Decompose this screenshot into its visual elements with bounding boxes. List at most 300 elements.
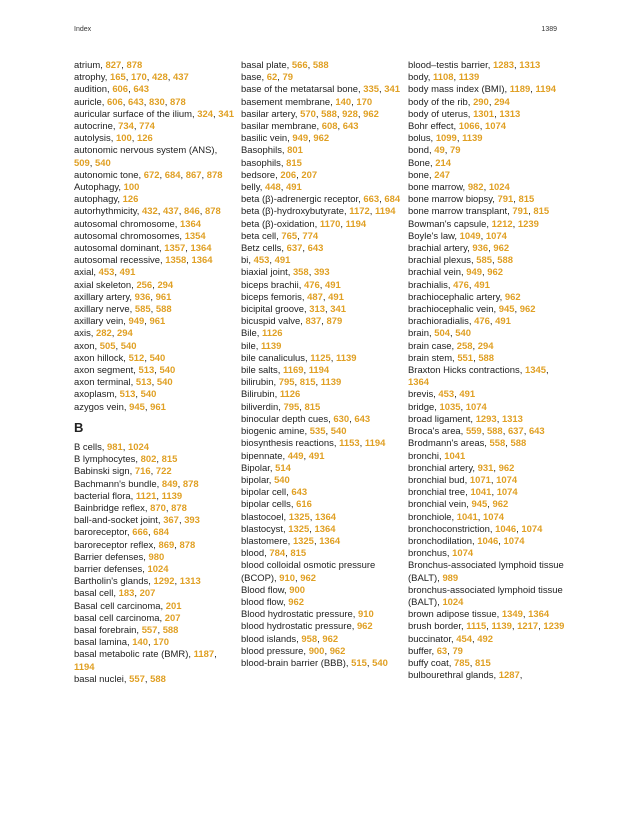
page-reference-link[interactable]: 1292 xyxy=(153,576,175,588)
index-term: Broca's area, xyxy=(408,426,466,438)
page-reference-link[interactable]: 1293 xyxy=(475,413,497,425)
page-reference-link[interactable]: 684 xyxy=(164,169,181,181)
page-reference-link[interactable]: 1364 xyxy=(179,218,201,230)
page-reference-link[interactable]: 290 xyxy=(473,96,489,108)
index-entry: beta (β)-hydroxybutyrate, 1172, 1194 xyxy=(241,206,396,218)
page-reference-link[interactable]: 207 xyxy=(139,588,156,600)
page-reference-link[interactable]: 551 xyxy=(457,352,474,364)
page-reference-link[interactable]: 1283 xyxy=(492,60,514,71)
page-reference-link[interactable]: 449 xyxy=(287,450,304,462)
index-entry: axon, 505, 540 xyxy=(74,340,137,352)
page-reference-link[interactable]: 588 xyxy=(478,352,495,364)
page-reference-link[interactable]: 206 xyxy=(280,169,297,181)
page-reference-link[interactable]: 722 xyxy=(155,466,172,478)
page-reference-link[interactable]: 1217 xyxy=(517,621,539,633)
page-reference-link[interactable]: 869 xyxy=(158,539,175,551)
page-reference-link[interactable]: 358 xyxy=(292,267,309,279)
page-reference-link[interactable]: 1357 xyxy=(164,243,186,255)
page-reference-link[interactable]: 827 xyxy=(105,60,122,71)
page-reference-link[interactable]: 684 xyxy=(153,527,169,539)
page-reference-link[interactable]: 1071 xyxy=(469,474,491,486)
page-reference-link[interactable]: 962 xyxy=(492,499,509,511)
page-reference-link[interactable]: 509 xyxy=(74,157,90,169)
page-reference-link[interactable]: 1287 xyxy=(498,670,520,682)
page-reference-link[interactable]: 1046 xyxy=(495,523,517,535)
page-reference-link[interactable]: 962 xyxy=(363,108,379,120)
page-reference-link[interactable]: 815 xyxy=(304,401,321,413)
index-term: bronchial vein, xyxy=(408,499,472,511)
page-reference-link[interactable]: 514 xyxy=(275,462,291,474)
page-reference-link[interactable]: 1139 xyxy=(161,490,183,502)
page-reference-link[interactable]: 258 xyxy=(456,340,473,352)
page-reference-link[interactable]: 1115 xyxy=(466,621,487,633)
page-reference-link[interactable]: 878 xyxy=(182,478,199,490)
index-entry xyxy=(241,609,401,621)
page-reference-link[interactable]: 643 xyxy=(342,121,359,133)
index-entry xyxy=(241,158,401,170)
page-reference-link[interactable]: 961 xyxy=(155,291,172,303)
page-reference-link[interactable]: 630 xyxy=(333,413,350,425)
index-term: Betz cells, xyxy=(241,243,287,255)
index-entry: biogenic amine, 535, 540 xyxy=(241,426,347,438)
page-reference-link[interactable]: 980 xyxy=(148,551,165,563)
page-reference-link[interactable]: 126 xyxy=(122,194,139,206)
page-reference-link[interactable]: 341 xyxy=(218,108,235,120)
page-reference-link[interactable]: 557 xyxy=(141,624,158,636)
index-entry: brachialis, 476, 491 xyxy=(408,279,490,291)
page-reference-link[interactable]: 170 xyxy=(131,72,147,84)
index-term: autonomic tone, xyxy=(74,169,144,181)
page-reference-link[interactable]: 1035 xyxy=(439,401,461,413)
page-reference-link[interactable]: 931 xyxy=(477,462,494,474)
page-reference-link[interactable]: 540 xyxy=(274,474,290,486)
index-term: Braxton Hicks contractions, xyxy=(408,365,525,377)
page-reference-link[interactable]: 962 xyxy=(498,462,515,474)
page-reference-link[interactable]: 1108 xyxy=(433,72,454,84)
page-reference-link[interactable]: 505 xyxy=(99,340,116,352)
page-reference-link[interactable]: 367 xyxy=(163,515,179,527)
page-reference-link[interactable]: 958 xyxy=(301,633,318,645)
page-reference-link[interactable]: 1139 xyxy=(491,621,512,633)
page-reference-link[interactable]: 294 xyxy=(494,96,510,108)
page-reference-link[interactable]: 949 xyxy=(292,133,309,145)
page-reference-link[interactable]: 643 xyxy=(307,243,324,255)
page-reference-link[interactable]: 1358 xyxy=(165,255,187,267)
page-reference-link[interactable]: 989 xyxy=(442,572,459,584)
page-reference-link[interactable]: 900 xyxy=(308,645,325,657)
page-reference-link[interactable]: 513 xyxy=(138,365,155,377)
page-reference-link[interactable]: 774 xyxy=(302,230,319,242)
page-reference-link[interactable]: 949 xyxy=(466,267,482,279)
page-reference-link[interactable]: 962 xyxy=(504,291,521,303)
page-reference-link[interactable]: 294 xyxy=(477,340,494,352)
page-reference-link[interactable]: 962 xyxy=(288,596,304,608)
page-reference-link[interactable]: 962 xyxy=(356,621,373,633)
page-reference-link[interactable]: 126 xyxy=(136,133,153,145)
page-reference-link[interactable]: 454 xyxy=(456,633,473,645)
page-reference-link[interactable]: 282 xyxy=(96,328,112,340)
index-entry: autocrine, 734, 774 xyxy=(74,121,155,133)
page-reference-link[interactable]: 588 xyxy=(510,438,527,450)
page-reference-link[interactable]: 453 xyxy=(438,389,455,401)
page-reference-link[interactable]: 491 xyxy=(274,255,291,267)
page-reference-link[interactable]: 535 xyxy=(309,426,326,438)
page-reference-link[interactable]: 491 xyxy=(308,450,325,462)
page-reference-link[interactable]: 448 xyxy=(264,182,281,194)
page-reference-link[interactable]: 1189 xyxy=(509,84,531,96)
page-reference-link[interactable]: 962 xyxy=(329,645,346,657)
page-reference-link[interactable]: 540 xyxy=(159,365,176,377)
page-reference-link[interactable]: 491 xyxy=(119,267,136,279)
page-reference-link[interactable]: 1194 xyxy=(364,438,386,450)
index-entry: ball-and-socket joint, 367, 393 xyxy=(74,515,200,527)
page-reference-link[interactable]: 515 xyxy=(351,657,367,669)
page-reference-link[interactable]: 1354 xyxy=(184,230,206,242)
page-reference-link[interactable]: 672 xyxy=(143,169,160,181)
page-reference-link[interactable]: 878 xyxy=(206,169,223,181)
page-reference-link[interactable]: 1313 xyxy=(519,60,541,71)
page-reference-link[interactable]: 1364 xyxy=(319,535,341,547)
page-reference-link[interactable]: 945 xyxy=(129,401,145,413)
page-reference-link[interactable]: 910 xyxy=(279,572,296,584)
page-reference-link[interactable]: 608 xyxy=(321,121,338,133)
page-reference-link[interactable]: 795 xyxy=(283,401,300,413)
page-reference-link[interactable]: 867 xyxy=(185,169,202,181)
page-reference-link[interactable]: 734 xyxy=(118,121,134,133)
index-entry: biaxial joint, 358, 393 xyxy=(241,267,330,279)
page-reference-link[interactable]: 1313 xyxy=(499,108,521,120)
page-reference-link[interactable]: 815 xyxy=(475,657,491,669)
page-reference-link[interactable]: 815 xyxy=(286,157,302,169)
page-reference-link[interactable]: 540 xyxy=(149,352,166,364)
page-reference-link[interactable]: 1325 xyxy=(288,523,310,535)
index-term: azygos vein, xyxy=(74,401,130,413)
page-reference-link[interactable]: 1074 xyxy=(503,535,525,547)
page-reference-link[interactable]: 801 xyxy=(287,145,303,157)
page-reference-link[interactable]: 100 xyxy=(115,133,132,145)
page-reference-link[interactable]: 716 xyxy=(134,466,151,478)
page-reference-link[interactable]: 962 xyxy=(313,133,330,145)
page-reference-link[interactable]: 1139 xyxy=(458,72,480,84)
page-reference-link[interactable]: 1049 xyxy=(459,230,481,242)
page-reference-link[interactable]: 1066 xyxy=(458,121,480,133)
page-reference-link[interactable]: 791 xyxy=(512,206,529,218)
page-reference-link[interactable]: 1364 xyxy=(408,377,429,389)
page-reference-link[interactable]: 1041 xyxy=(444,450,466,462)
page-reference-link[interactable]: 784 xyxy=(269,548,286,560)
page-reference-link[interactable]: 878 xyxy=(126,60,143,71)
page-reference-link[interactable]: 1212 xyxy=(491,218,513,230)
index-entry: Babinski sign, 716, 722 xyxy=(74,466,172,478)
page-reference-link[interactable]: 1125 xyxy=(310,352,331,364)
page-reference-link[interactable]: 1239 xyxy=(517,218,539,230)
page-reference-link[interactable]: 79 xyxy=(450,145,461,157)
page-reference-link[interactable]: 774 xyxy=(139,121,155,133)
page-reference-link[interactable]: 491 xyxy=(324,279,341,291)
page-reference-link[interactable]: 1194 xyxy=(535,84,556,96)
page-reference-link[interactable]: 140 xyxy=(132,637,148,649)
page-reference-link[interactable]: 637 xyxy=(507,426,524,438)
page-reference-link[interactable]: 324 xyxy=(197,108,214,120)
page-reference-link[interactable]: 1153 xyxy=(339,438,360,450)
page-reference-link[interactable]: 294 xyxy=(117,328,133,340)
page-reference-link[interactable]: 1139 xyxy=(320,377,342,389)
page-reference-link[interactable]: 830 xyxy=(149,96,165,108)
page-reference-link[interactable]: 1139 xyxy=(260,340,282,352)
page-reference-link[interactable]: 1074 xyxy=(496,487,518,499)
page-reference-link[interactable]: 982 xyxy=(467,182,484,194)
page-reference-link[interactable]: 491 xyxy=(459,389,476,401)
page-reference-link[interactable]: 588 xyxy=(321,108,337,120)
page-reference-link[interactable]: 588 xyxy=(312,60,329,71)
page-reference-link[interactable]: 815 xyxy=(290,548,307,560)
page-reference-link[interactable]: 585 xyxy=(134,304,151,316)
page-reference-link[interactable]: 63 xyxy=(436,645,448,657)
page-reference-link[interactable]: 170 xyxy=(356,96,373,108)
page-reference-link[interactable]: 588 xyxy=(497,255,513,267)
page-reference-link[interactable]: 606 xyxy=(107,96,123,108)
index-entry xyxy=(74,613,234,625)
page-reference-link[interactable]: 1074 xyxy=(485,230,507,242)
page-reference-link[interactable]: 393 xyxy=(313,267,330,279)
page-reference-link[interactable]: 1126 xyxy=(279,389,301,401)
page-reference-link[interactable]: 878 xyxy=(179,539,196,551)
index-entry: basilar membrane, 608, 643 xyxy=(241,121,359,133)
page-reference-link[interactable]: 949 xyxy=(128,316,145,328)
page-reference-link[interactable]: 437 xyxy=(163,206,179,218)
page-reference-link[interactable]: 1139 xyxy=(462,133,483,145)
page-reference-link[interactable]: 1046 xyxy=(477,535,499,547)
page-reference-link[interactable]: 540 xyxy=(95,157,111,169)
page-reference-link[interactable]: 165 xyxy=(110,72,126,84)
page-reference-link[interactable]: 962 xyxy=(519,304,536,316)
page-reference-link[interactable]: 900 xyxy=(289,584,306,596)
index-term: brachial plexus, xyxy=(408,255,477,267)
page-reference-link[interactable]: 453 xyxy=(253,255,270,267)
page-reference-link[interactable]: 785 xyxy=(454,657,470,669)
page-reference-link[interactable]: 815 xyxy=(161,454,178,466)
page-reference-link[interactable]: 910 xyxy=(357,609,374,621)
page-reference-link[interactable]: 313 xyxy=(309,304,325,316)
page-reference-link[interactable]: 588 xyxy=(155,304,172,316)
page-reference-link[interactable]: 487 xyxy=(307,291,323,303)
page-reference-link[interactable]: 1121 xyxy=(135,490,157,502)
page-reference-link[interactable]: 1074 xyxy=(452,548,474,560)
page-reference-link[interactable]: 1099 xyxy=(435,133,457,145)
page-reference-link[interactable]: 666 xyxy=(132,527,148,539)
page-reference-link[interactable]: 936 xyxy=(472,243,489,255)
page-reference-link[interactable]: 815 xyxy=(299,377,316,389)
page-reference-link[interactable]: 49 xyxy=(434,145,445,157)
page-reference-link[interactable]: 540 xyxy=(372,657,388,669)
page-reference-link[interactable]: 201 xyxy=(165,600,182,612)
page-reference-link[interactable]: 183 xyxy=(118,588,135,600)
page-reference-link[interactable]: 432 xyxy=(142,206,158,218)
page-reference-link[interactable]: 585 xyxy=(476,255,492,267)
page-reference-link[interactable]: 492 xyxy=(477,633,494,645)
page-reference-link[interactable]: 540 xyxy=(120,340,137,352)
index-entry: axon hillock, 512, 540 xyxy=(74,352,166,364)
page-reference-link[interactable]: 491 xyxy=(285,182,302,194)
page-reference-link[interactable]: 879 xyxy=(326,316,343,328)
page-reference-link[interactable]: 962 xyxy=(487,267,503,279)
page-reference-link[interactable]: 79 xyxy=(452,645,463,657)
page-reference-link[interactable]: 802 xyxy=(140,454,157,466)
page-reference-link[interactable]: 837 xyxy=(305,316,322,328)
page-reference-link[interactable]: 540 xyxy=(156,377,173,389)
page-reference-link[interactable]: 849 xyxy=(161,478,178,490)
page-reference-link[interactable]: 643 xyxy=(128,96,144,108)
page-reference-link[interactable]: 540 xyxy=(455,328,471,340)
page-reference-link[interactable]: 1194 xyxy=(308,365,330,377)
page-reference-link[interactable]: 1074 xyxy=(521,523,543,535)
page-reference-link[interactable]: 476 xyxy=(453,279,469,291)
page-reference-link[interactable]: 962 xyxy=(300,572,317,584)
page-reference-link[interactable]: 504 xyxy=(434,328,450,340)
page-reference-link[interactable]: 643 xyxy=(354,413,371,425)
page-reference-link[interactable]: 1024 xyxy=(147,563,169,575)
index-term: B lymphocytes, xyxy=(74,454,141,466)
page-reference-link[interactable]: 1187 xyxy=(193,649,215,661)
page-reference-link[interactable]: 791 xyxy=(497,194,514,206)
page-reference-link[interactable]: 540 xyxy=(330,426,347,438)
page-reference-link[interactable]: 1170 xyxy=(319,218,341,230)
page-reference-link[interactable]: 795 xyxy=(278,377,295,389)
index-entry: basilar artery, 570, 588, 928, 962 xyxy=(241,108,379,120)
page-reference-link[interactable]: 476 xyxy=(303,279,320,291)
page-reference-link[interactable]: 961 xyxy=(150,401,166,413)
page-reference-link[interactable]: 491 xyxy=(328,291,344,303)
page-reference-link[interactable]: 1239 xyxy=(543,621,565,633)
page-reference-link[interactable]: 140 xyxy=(335,96,352,108)
page-reference-link[interactable]: 1041 xyxy=(470,487,492,499)
page-reference-link[interactable]: 335 xyxy=(363,84,379,96)
page-reference-link[interactable]: 207 xyxy=(164,612,181,624)
page-reference-link[interactable]: 1194 xyxy=(74,661,95,673)
index-term: Bartholin's glands, xyxy=(74,576,154,588)
page-reference-link[interactable]: 1364 xyxy=(314,523,336,535)
page-reference-link[interactable]: 588 xyxy=(150,673,166,685)
index-entry xyxy=(408,585,572,609)
page-reference-link[interactable]: 928 xyxy=(342,108,358,120)
page-reference-link[interactable]: 765 xyxy=(281,230,298,242)
page-reference-link[interactable]: 540 xyxy=(140,389,157,401)
page-reference-link[interactable]: 1194 xyxy=(374,206,396,218)
page-reference-link[interactable]: 437 xyxy=(173,72,189,84)
page-reference-link[interactable]: 1169 xyxy=(282,365,304,377)
page-reference-link[interactable]: 663 xyxy=(363,194,380,206)
page-reference-link[interactable]: 643 xyxy=(291,487,308,499)
page-reference-link[interactable]: 294 xyxy=(157,279,174,291)
page-reference-link[interactable]: 1313 xyxy=(501,413,523,425)
page-reference-link[interactable]: 878 xyxy=(205,206,221,218)
page-reference-link[interactable]: 815 xyxy=(533,206,550,218)
page-reference-link[interactable]: 1364 xyxy=(191,255,213,267)
page-reference-link[interactable]: 1325 xyxy=(288,511,310,523)
page-reference-link[interactable]: 1172 xyxy=(349,206,370,218)
page-reference-link[interactable]: 428 xyxy=(152,72,168,84)
page-reference-link[interactable]: 1024 xyxy=(488,182,510,194)
page-reference-link[interactable]: 1313 xyxy=(179,576,201,588)
page-reference-link[interactable]: 637 xyxy=(286,243,303,255)
page-reference-link[interactable]: 945 xyxy=(498,304,515,316)
page-reference-link[interactable]: 606 xyxy=(112,84,129,96)
page-reference-link[interactable]: 1024 xyxy=(442,596,464,608)
page-reference-link[interactable]: 588 xyxy=(162,624,179,636)
index-entry: blastomere, 1325, 1364 xyxy=(241,535,341,547)
page-reference-link[interactable]: 846 xyxy=(184,206,200,218)
page-reference-link[interactable]: 214 xyxy=(435,157,452,169)
page-reference-link[interactable]: 100 xyxy=(123,182,140,194)
page-reference-link[interactable]: 79 xyxy=(282,72,293,84)
page-reference-link[interactable]: 557 xyxy=(129,673,145,685)
page-reference-link[interactable]: 570 xyxy=(300,108,316,120)
page-reference-link[interactable]: 170 xyxy=(153,637,169,649)
page-reference-link[interactable]: 878 xyxy=(170,96,186,108)
page-reference-link[interactable]: 870 xyxy=(150,502,166,514)
page-reference-link[interactable]: 1074 xyxy=(484,121,506,133)
page-reference-link[interactable]: 207 xyxy=(301,169,318,181)
page-reference-link[interactable]: 1074 xyxy=(465,401,487,413)
page-reference-link[interactable]: 684 xyxy=(384,194,401,206)
page-reference-link[interactable]: 1126 xyxy=(261,328,283,340)
page-reference-link[interactable]: 936 xyxy=(134,291,151,303)
page-reference-link[interactable]: 961 xyxy=(149,316,166,328)
page-reference-link[interactable]: 1325 xyxy=(292,535,314,547)
page-reference-link[interactable]: 566 xyxy=(291,60,308,71)
page-reference-link[interactable]: 1301 xyxy=(473,108,495,120)
page-reference-link[interactable]: 1024 xyxy=(128,441,150,453)
page-reference-link[interactable]: 1364 xyxy=(315,511,336,523)
page-reference-link[interactable]: 616 xyxy=(296,499,312,511)
page-reference-link[interactable]: 341 xyxy=(384,84,400,96)
page-reference-link[interactable]: 1349 xyxy=(501,609,523,621)
page-reference-link[interactable]: 1074 xyxy=(496,474,518,486)
page-reference-link[interactable]: 1345 xyxy=(524,365,546,377)
page-reference-link[interactable]: 491 xyxy=(495,316,511,328)
page-reference-link[interactable]: 1364 xyxy=(528,609,550,621)
page-reference-link[interactable]: 1041 xyxy=(456,511,478,523)
page-reference-link[interactable]: 643 xyxy=(133,84,150,96)
page-reference-link[interactable]: 513 xyxy=(135,377,152,389)
page-reference-link[interactable]: 512 xyxy=(128,352,145,364)
page-reference-link[interactable]: 513 xyxy=(119,389,136,401)
index-term: bronchus-associated lymphoid tissue (BALT), xyxy=(408,584,563,608)
page-reference-link[interactable]: 962 xyxy=(322,633,339,645)
page-reference-link[interactable]: 256 xyxy=(136,279,153,291)
page-reference-link[interactable]: 588 xyxy=(486,426,503,438)
page-reference-link[interactable]: 476 xyxy=(474,316,490,328)
page-reference-link[interactable]: 945 xyxy=(471,499,488,511)
page-reference-link[interactable]: 247 xyxy=(434,169,450,181)
page-reference-link[interactable]: 643 xyxy=(528,426,545,438)
page-reference-link[interactable]: 491 xyxy=(474,279,490,291)
page-reference-link[interactable]: 1074 xyxy=(483,511,505,523)
page-reference-link[interactable]: 1364 xyxy=(190,243,212,255)
page-reference-link[interactable]: 878 xyxy=(171,502,187,514)
page-reference-link[interactable]: 62 xyxy=(266,72,278,84)
page-reference-link[interactable]: 341 xyxy=(330,304,346,316)
page-reference-link[interactable]: 1194 xyxy=(345,218,367,230)
page-reference-link[interactable]: 981 xyxy=(107,441,123,453)
page-reference-link[interactable]: 1139 xyxy=(335,352,357,364)
page-reference-link[interactable]: 453 xyxy=(98,267,115,279)
page-reference-link[interactable]: 393 xyxy=(184,515,200,527)
page-reference-link[interactable]: 558 xyxy=(489,438,506,450)
page-reference-link[interactable]: 815 xyxy=(518,194,535,206)
page-reference-link[interactable]: 559 xyxy=(465,426,482,438)
page-reference-link[interactable]: 962 xyxy=(493,243,510,255)
